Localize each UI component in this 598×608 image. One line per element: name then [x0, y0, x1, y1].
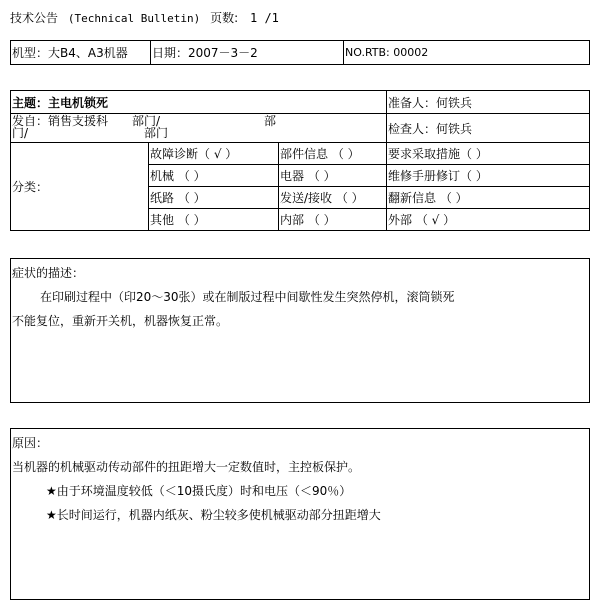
category-cell: 翻新信息 （ ） [387, 187, 590, 209]
info-table [10, 40, 590, 65]
symptom-box [10, 258, 590, 403]
cause-bullet-1: ★由于环境温度较低（＜10摄氏度）时和电压（＜90％） [46, 484, 352, 498]
category-cell: 电器 （ ） [279, 165, 387, 187]
from-dept-b: 部 [264, 114, 277, 128]
pages-label: 页数: [210, 11, 239, 25]
symptom-line-1: 在印刷过程中（印20～30张）或在制版过程中间歇性发生突然停机，滚筒锁死 [40, 290, 455, 304]
category-cell: 其他 （ ） [149, 209, 279, 231]
date-cell: 日期：2007－3－2 [151, 41, 344, 65]
bulletin-title: 技术公告 [10, 11, 59, 25]
symptom-heading: 症状的描述： [12, 266, 85, 280]
from-label: 发自：销售支援科 [12, 114, 109, 128]
symptom-line-2: 不能复位，重新开关机，机器恢复正常。 [12, 314, 229, 328]
category-cell: 维修手册修订（ ） [387, 165, 590, 187]
category-cell: 机械 （ ） [149, 165, 279, 187]
category-cell: 故障诊断（ √ ） [149, 143, 279, 165]
category-label: 分类： [11, 143, 149, 231]
cause-box [10, 428, 590, 600]
preparer-cell: 准备人：何铁兵 [387, 91, 590, 114]
from-dept-a: 部门/ [132, 114, 161, 128]
number-cell: NO.RTB: 00002 [344, 41, 590, 65]
cause-heading: 原因： [12, 436, 49, 450]
bulletin-title-en: (Technical Bulletin) [67, 12, 201, 25]
category-cell: 外部 （ √ ） [387, 209, 590, 231]
checker-cell: 检查人：何铁兵 [387, 114, 590, 143]
from-cell [11, 114, 387, 143]
model-cell: 机型：大B4、A3机器 [11, 41, 151, 65]
from-dept-d: 部门 [144, 126, 169, 140]
subject-text: 主题：主电机锁死 [12, 95, 109, 110]
from-dept-c: 门/ [12, 126, 29, 140]
category-cell: 要求采取措施（ ） [387, 143, 590, 165]
category-cell: 发送/接收 （ ） [279, 187, 387, 209]
subject-cell [11, 91, 387, 114]
category-cell: 纸路 （ ） [149, 187, 279, 209]
subject-table [10, 90, 590, 231]
category-cell: 内部 （ ） [279, 209, 387, 231]
bulletin-header [10, 9, 279, 26]
category-cell: 部件信息 （ ） [279, 143, 387, 165]
cause-bullet-2: ★长时间运行，机器内纸灰、粉尘较多使机械驱动部分扭距增大 [46, 508, 381, 522]
pages-value: 1 /1 [250, 11, 279, 25]
cause-line-1: 当机器的机械驱动传动部件的扭距增大一定数值时，主控板保护。 [12, 460, 361, 474]
